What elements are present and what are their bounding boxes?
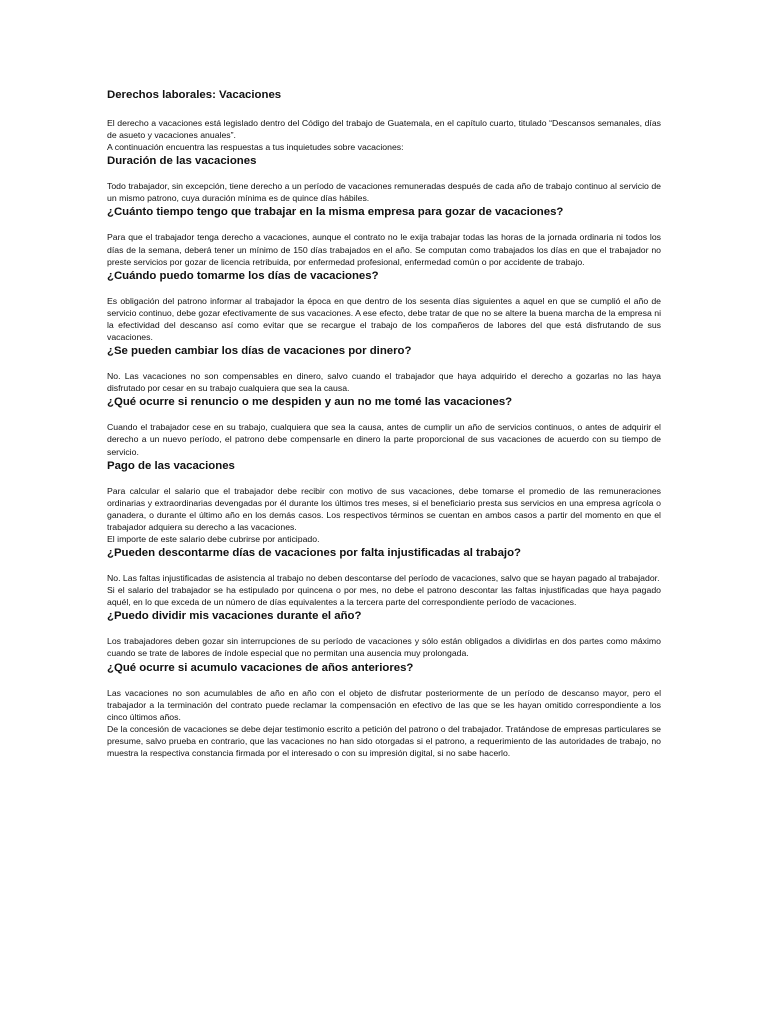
intro-paragraph: A continuación encuentra las respuestas a tus inquietudes sobre vacaciones: xyxy=(107,142,404,153)
section-paragraph: Si el salario del trabajador se ha estipulado por quincena o por mes, no debe el patrono descontar las faltas injustificadas que haya pagado aquél, en lo que exceda de un número de días equivalentes a la tercera parte del correspondiente período de vacaciones. xyxy=(107,585,661,608)
document-page xyxy=(107,87,661,760)
section-pago xyxy=(107,459,661,545)
section-cuando-tomar xyxy=(107,269,661,343)
section-paragraph: Las vacaciones no son acumulables de año en año con el objeto de disfrutar posteriormente de un período de descanso mayor, pero el trabajador a la terminación del contrato puede reclamar la compensación en efectivo de las que se les hayan omitido correspondiente a los cinco últimos años. xyxy=(107,687,661,722)
section-paragraph: El importe de este salario debe cubrirse por anticipado. xyxy=(107,533,320,544)
section-descontar-faltas xyxy=(107,546,661,608)
section-paragraph: Para que el trabajador tenga derecho a vacaciones, aunque el contrato no le exija trabajar todas las horas de la jornada ordinaria ni todos los días de la semana, deberá tener un mínimo de 150 días trabajados en el año. Se computan como trabajados los días en que el trabajador no preste servicios por gozar de licencia retribuida, por enfermedad profesional, enfermedad común o por accidente de trabajo. xyxy=(107,232,661,267)
section-paragraph: De la concesión de vacaciones se debe dejar testimonio escrito a petición del patrono o del trabajador. Tratándose de empresas particulares se presume, salvo prueba en contrario, que las vacaciones no han sido otorgadas si el patrono, a requerimiento de las autoridades de trabajo, no muestra la respectiva constancia firmada por el interesado o con su impresión digital, si no sabe hacerlo. xyxy=(107,723,661,758)
section-paragraph: No. Las vacaciones no son compensables en dinero, salvo cuando el trabajador que haya adquirido el derecho a gozarlas no las haya disfrutado por cesar en su trabajo cualquiera que sea la causa. xyxy=(107,371,661,394)
section-heading: Duración de las vacaciones xyxy=(107,155,257,168)
section-heading: ¿Se pueden cambiar los días de vacaciones por dinero? xyxy=(107,345,412,358)
section-heading: ¿Puedo dividir mis vacaciones durante el año? xyxy=(107,610,362,623)
section-paragraph: Para calcular el salario que el trabajador debe recibir con motivo de sus vacaciones, debe tomarse el promedio de las remuneraciones ordinarias y extraordinarias devengadas por él durante los últimos tres meses, si el beneficiario presta sus servicios en una empresa agrícola o ganadera, o durante el último año en los demás casos. Los respectivos términos se cuentan en ambos casos a partir del momento en que el trabajador adquiera su derecho a las vacaciones. xyxy=(107,485,661,532)
section-renuncio-despiden xyxy=(107,395,661,457)
section-heading: ¿Pueden descontarme días de vacaciones por falta injustificadas al trabajo? xyxy=(107,547,521,560)
section-paragraph: Es obligación del patrono informar al trabajador la época en que dentro de los sesenta días siguientes a aquel en que se cumplió el año de servicio continuo, debe gozar efectivamente de sus vacaciones. A ese efecto, debe tratar de que no se altere la buena marcha de la empresa ni la efectividad del descanso así como evitar que se recargue el trabajo de los compañeros de labores del que está disfrutando de sus vacaciones. xyxy=(107,295,661,343)
section-heading: ¿Cuándo puedo tomarme los días de vacaciones? xyxy=(107,269,379,282)
intro-paragraph: El derecho a vacaciones está legislado dentro del Código del trabajo de Guatemala, en el capítulo cuarto, titulado “Descansos semanales, días de asueto y vacaciones anuales”. xyxy=(107,118,661,141)
section-heading: ¿Cuánto tiempo tengo que trabajar en la misma empresa para gozar de vacaciones? xyxy=(107,206,564,219)
section-cuanto-tiempo xyxy=(107,205,661,267)
section-acumular xyxy=(107,661,661,760)
section-paragraph: No. Las faltas injustificadas de asistencia al trabajo no deben descontarse del período de vacaciones, salvo que se hayan pagado al trabajador. xyxy=(107,573,660,584)
section-heading: Pago de las vacaciones xyxy=(107,459,235,472)
section-paragraph: Los trabajadores deben gozar sin interrupciones de su período de vacaciones y sólo están obligados a dividirlas en dos partes como máximo cuando se trate de labores de índole especial que no permitan una ausencia muy prolongada. xyxy=(107,636,661,659)
section-duracion xyxy=(107,154,661,204)
section-paragraph: Cuando el trabajador cese en su trabajo, cualquiera que sea la causa, antes de cumplir un año de servicios continuos, o antes de adquirir el derecho a un nuevo período, el patrono debe compensarle en dinero la parte proporcional de sus vacaciones de acuerdo con su tiempo de servicio. xyxy=(107,422,661,457)
document-title: Derechos laborales: Vacaciones xyxy=(107,89,282,101)
section-cambiar-dinero xyxy=(107,344,661,394)
section-paragraph: Todo trabajador, sin excepción, tiene derecho a un período de vacaciones remuneradas después de cada año de trabajo continuo al servicio de un mismo patrono, cuya duración mínima es de quince días hábiles. xyxy=(107,181,661,204)
section-heading: ¿Qué ocurre si acumulo vacaciones de años anteriores? xyxy=(107,661,414,674)
section-dividir xyxy=(107,609,661,659)
intro-block xyxy=(107,117,661,153)
section-heading: ¿Qué ocurre si renuncio o me despiden y aun no me tomé las vacaciones? xyxy=(107,396,513,409)
